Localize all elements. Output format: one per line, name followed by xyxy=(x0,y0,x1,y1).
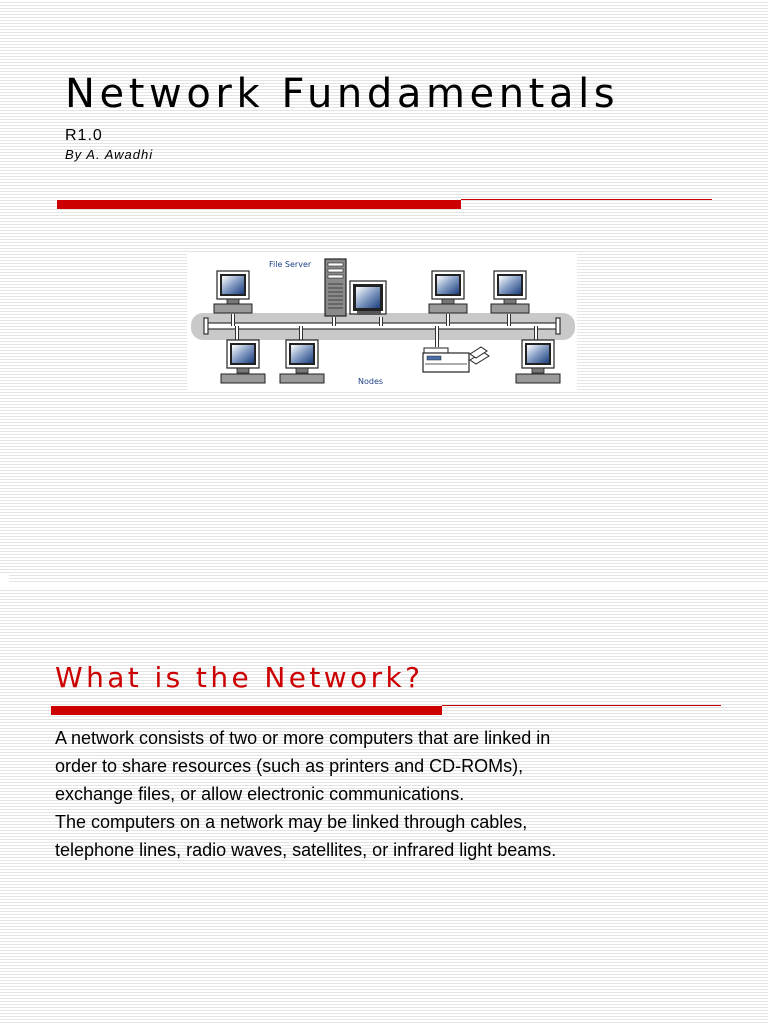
version-label: R1.0 xyxy=(65,127,103,144)
title-rule-thick xyxy=(57,200,461,209)
workstation-icon xyxy=(214,271,252,313)
content-slide xyxy=(0,588,768,1024)
workstation-icon xyxy=(516,340,560,383)
workstation-icon xyxy=(280,340,324,383)
section-heading: What is the Network? xyxy=(55,661,424,694)
network-diagram xyxy=(187,254,577,390)
corner-mark xyxy=(0,574,9,582)
file-server-label: File Server xyxy=(269,260,312,269)
heading-rule-thick xyxy=(51,706,442,715)
server-monitor-icon xyxy=(350,281,386,315)
workstation-icon xyxy=(429,271,467,313)
nodes-label: Nodes xyxy=(358,377,384,386)
heading-rule-thin xyxy=(442,705,721,706)
title-rule-thin xyxy=(461,199,712,200)
printer-icon xyxy=(423,347,489,372)
body-paragraph: The computers on a network may be linked through cables, telephone lines, radio waves, satellites, or infrared light beams. xyxy=(55,812,557,860)
slide-title: Network Fundamentals xyxy=(65,71,620,117)
workstation-icon xyxy=(491,271,529,313)
author-label: By A. Awadhi xyxy=(65,147,154,162)
workstation-icon xyxy=(221,340,265,383)
body-paragraph: A network consists of two or more computers that are linked in order to share resources (such as printers and CD-ROMs), exchange files, or allow electronic communications. xyxy=(55,728,551,804)
file-server-icon xyxy=(325,259,346,316)
body-text xyxy=(55,724,575,864)
